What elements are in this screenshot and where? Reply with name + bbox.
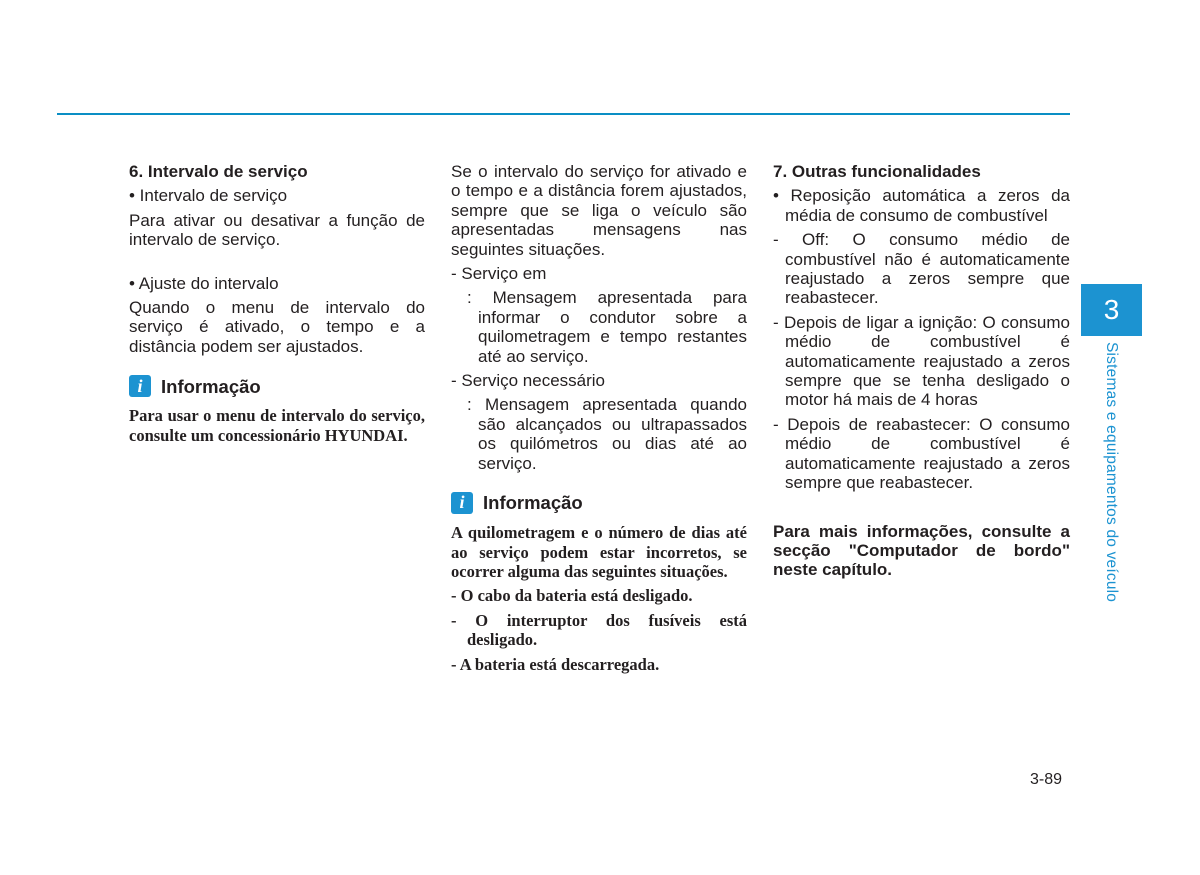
chapter-tab: 3: [1081, 284, 1142, 336]
dash-item: - Depois de reabastecer: O consumo médio de combustível é automaticamente reajustado a zeros sempre que reabastecer.: [773, 414, 1070, 493]
column-2: [451, 162, 747, 679]
bullet-item: • Reposição automática a zeros da média de consumo de combustível: [773, 186, 1070, 225]
section-heading: 7. Outras funcionalidades: [773, 162, 981, 181]
info-box-title: [129, 375, 425, 397]
dash-item: - Serviço em: [451, 264, 547, 284]
top-rule: [57, 113, 1070, 115]
paragraph: Quando o menu de intervalo do serviço é ativado, o tempo e a distância podem ser ajustados.: [129, 298, 425, 356]
column-1: [129, 162, 425, 450]
info-icon: i: [129, 375, 151, 397]
info-list-item: - A bateria está descarregada.: [451, 654, 660, 674]
info-title-text: Informação: [161, 375, 261, 397]
reference-note: Para mais informações, consulte a secção "Computador de bordo" neste capítulo.: [773, 521, 1070, 580]
dash-item: - Serviço necessário: [451, 371, 606, 391]
section-heading: 6. Intervalo de serviço: [129, 162, 308, 181]
info-text: A quilometragem e o número de dias até ao serviço podem estar incorretos, se ocorrer alguma das seguintes situações.: [451, 523, 747, 581]
info-icon: i: [451, 492, 473, 514]
chapter-title: Sistemas e equipamentos do veículo: [1103, 342, 1120, 603]
dash-item: - Depois de ligar a ignição: O consumo médio de combustível é automaticamente reajustado a zeros sempre que se tenha desligado o motor há mais de 4 horas: [773, 312, 1070, 410]
info-title-text: Informação: [483, 492, 583, 514]
info-text: Para usar o menu de intervalo do serviço, consulte um concessionário HYUNDAI.: [129, 406, 425, 445]
info-list-item: - O interruptor dos fusíveis está desligado.: [451, 610, 747, 650]
bullet-item: • Ajuste do intervalo: [129, 273, 279, 293]
info-box-title: [451, 492, 747, 514]
info-list-item: - O cabo da bateria está desligado.: [451, 586, 693, 606]
bullet-item: • Intervalo de serviço: [129, 186, 288, 206]
page-number: 3-89: [1030, 771, 1063, 788]
paragraph: Para ativar ou desativar a função de intervalo de serviço.: [129, 210, 425, 250]
paragraph: Se o intervalo do serviço for ativado e o tempo e a distância forem ajustados, sempre que se liga o veículo são apresentadas mensagens nas seguintes situações.: [451, 162, 747, 259]
dash-item: - Off: O consumo médio de combustível não é automaticamente reajustado a zeros sempre que reabastecer.: [773, 230, 1070, 308]
column-3: [773, 162, 1070, 580]
sub-item: : Mensagem apresentada quando são alcançados ou ultrapassados os quilómetros ou dias até ao serviço.: [467, 395, 747, 473]
sub-item: : Mensagem apresentada para informar o condutor sobre a quilometragem e tempo restantes até ao serviço.: [467, 288, 747, 366]
